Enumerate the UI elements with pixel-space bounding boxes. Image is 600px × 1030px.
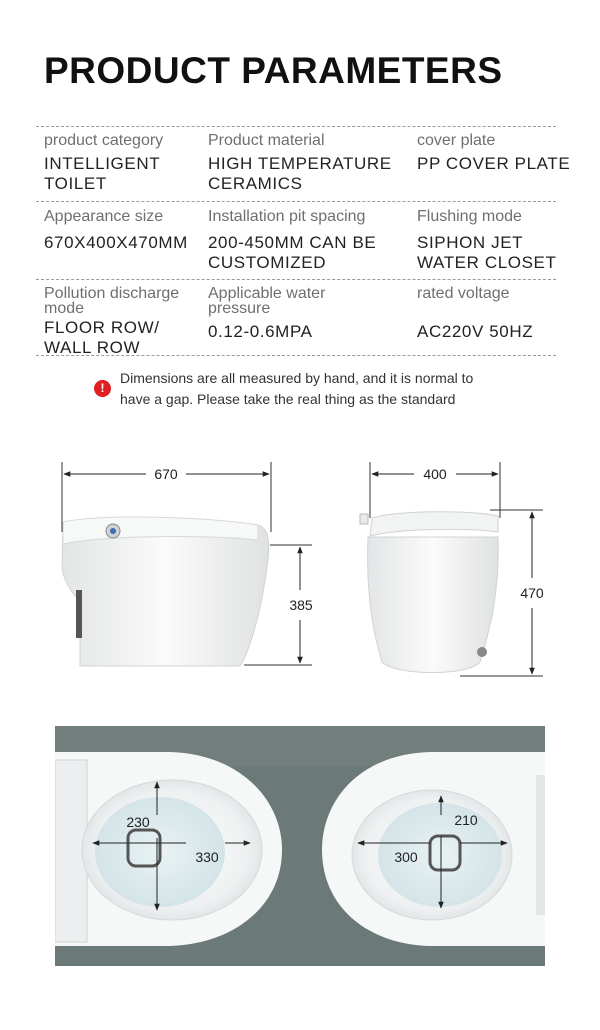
param-label: Flushing mode <box>417 208 522 225</box>
param-label: product category <box>44 132 164 149</box>
param-value: 0.12-0.6MPA <box>208 322 313 341</box>
param-label: cover plate <box>417 132 496 149</box>
dimension-label: 670 <box>154 466 178 482</box>
param-value: CERAMICS <box>208 174 303 193</box>
param-value: SIPHON JET <box>417 233 524 252</box>
param-label: Appearance size <box>44 208 164 225</box>
measurement-note <box>120 368 520 410</box>
param-value: CUSTOMIZED <box>208 253 327 272</box>
dimension-label: 400 <box>423 466 447 482</box>
param-value: WATER CLOSET <box>417 253 557 272</box>
note-line: have a gap. Please take the real thing as the standard <box>120 391 456 407</box>
param-label: Product material <box>208 132 325 149</box>
param-label: pressure <box>208 300 271 317</box>
param-appearance-size <box>44 209 188 253</box>
param-value: PP COVER PLATE <box>417 154 571 173</box>
param-label: Applicable water <box>208 285 326 302</box>
bowl-top-views <box>55 726 545 966</box>
dimension-drawings <box>0 440 600 720</box>
front-view-toilet <box>360 512 498 673</box>
dimension-label: 230 <box>126 814 150 830</box>
dimension-label: 210 <box>454 812 478 828</box>
param-product-category <box>44 133 163 194</box>
dimension-label: 330 <box>195 849 219 865</box>
param-label: rated voltage <box>417 285 510 302</box>
table-divider <box>36 201 556 202</box>
param-value: WALL ROW <box>44 338 141 357</box>
side-view-toilet <box>62 517 269 666</box>
param-installation-pit-spacing <box>208 209 376 273</box>
param-value: 670X400X470MM <box>44 233 188 252</box>
param-label: Installation pit spacing <box>208 208 366 225</box>
param-value: TOILET <box>44 174 107 193</box>
param-cover-plate <box>417 133 570 174</box>
page-title: PRODUCT PARAMETERS <box>44 50 503 91</box>
note-line: Dimensions are all measured by hand, and it is normal to <box>120 370 474 386</box>
param-rated-voltage <box>417 286 533 342</box>
param-value: AC220V 50HZ <box>417 322 534 341</box>
left-bowl-top-view <box>55 752 282 946</box>
param-value: 200-450MM CAN BE <box>208 233 377 252</box>
param-label: Pollution discharge <box>44 285 180 302</box>
param-product-material <box>208 133 392 194</box>
dimension-label: 300 <box>394 849 418 865</box>
param-value: HIGH TEMPERATURE <box>208 154 392 173</box>
param-pollution-discharge <box>44 286 179 358</box>
dimension-label: 470 <box>520 585 544 601</box>
param-flushing-mode <box>417 209 556 273</box>
param-value: INTELLIGENT <box>44 154 161 173</box>
table-divider <box>36 126 556 127</box>
param-water-pressure <box>208 286 325 342</box>
param-label: mode <box>44 300 85 317</box>
warning-icon: ! <box>94 380 111 397</box>
dimension-label: 385 <box>289 597 313 613</box>
param-value: FLOOR ROW/ <box>44 318 160 337</box>
table-divider <box>36 279 556 280</box>
right-bowl-top-view <box>322 752 545 946</box>
